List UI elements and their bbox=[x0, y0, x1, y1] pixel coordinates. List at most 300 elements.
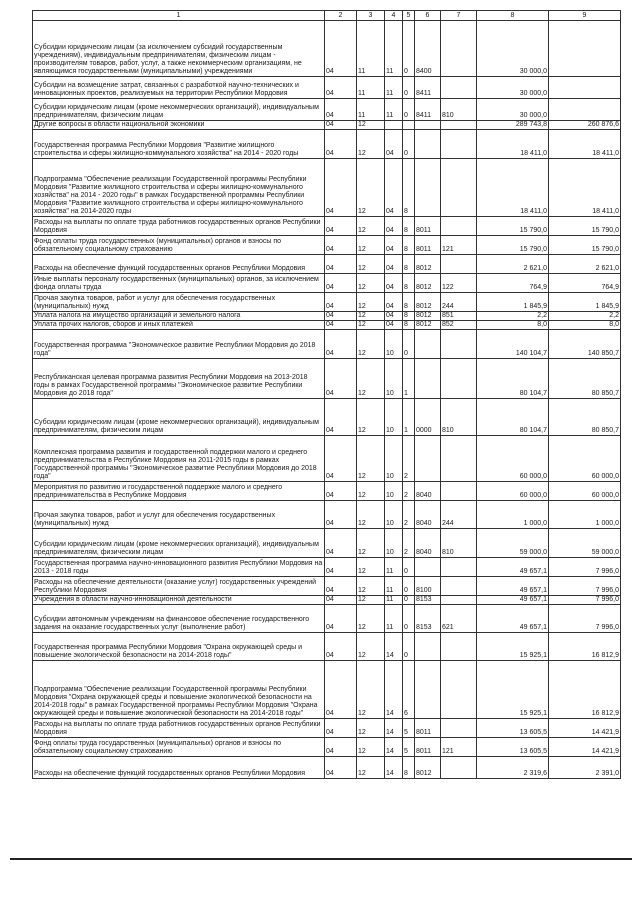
row-c6-cell: 8012 bbox=[415, 321, 441, 330]
row-c7-cell: 621 bbox=[441, 605, 477, 633]
row-c8-cell: 80 104,7 bbox=[477, 399, 549, 436]
row-c4-cell: 10 bbox=[385, 330, 403, 359]
row-c3-cell: 11 bbox=[357, 77, 385, 99]
row-c9-cell: 60 000,0 bbox=[549, 482, 621, 501]
row-c7-cell: 851 bbox=[441, 312, 477, 321]
row-name-cell: Расходы на обеспечение функций государственных органов Республики Мордовия bbox=[33, 757, 325, 779]
row-c8-cell: 289 743,8 bbox=[477, 121, 549, 130]
row-c3-cell: 12 bbox=[357, 312, 385, 321]
row-c3-cell: 12 bbox=[357, 130, 385, 159]
table-row bbox=[33, 255, 621, 274]
row-c2-cell: 04 bbox=[325, 99, 357, 121]
row-c2-cell: 04 bbox=[325, 757, 357, 779]
row-c7-cell bbox=[441, 482, 477, 501]
row-c9-cell: 16 812,9 bbox=[549, 633, 621, 661]
row-c6-cell: 8100 bbox=[415, 577, 441, 596]
row-c5-cell: 5 bbox=[403, 738, 415, 757]
row-c4-cell: 04 bbox=[385, 321, 403, 330]
row-c7-cell bbox=[441, 77, 477, 99]
col-header: 2 bbox=[325, 11, 357, 21]
page-bottom-rule bbox=[10, 858, 632, 860]
row-c7-cell bbox=[441, 719, 477, 738]
row-c9-cell: 2 391,0 bbox=[549, 757, 621, 779]
col-header: 7 bbox=[441, 11, 477, 21]
row-c6-cell: 8411 bbox=[415, 99, 441, 121]
row-c7-cell: 121 bbox=[441, 738, 477, 757]
row-c5-cell: 2 bbox=[403, 501, 415, 529]
row-c8-cell: 15 925,1 bbox=[477, 661, 549, 719]
row-c3-cell: 12 bbox=[357, 236, 385, 255]
row-c2-cell: 04 bbox=[325, 130, 357, 159]
table-row bbox=[33, 633, 621, 661]
row-c3-cell: 12 bbox=[357, 359, 385, 399]
row-name-cell: Прочая закупка товаров, работ и услуг для обеспечения государственных (муниципальных) нужд bbox=[33, 293, 325, 312]
row-c4-cell: 11 bbox=[385, 99, 403, 121]
row-c7-cell bbox=[441, 217, 477, 236]
row-c9-cell: 60 000,0 bbox=[549, 436, 621, 482]
row-c2-cell: 04 bbox=[325, 577, 357, 596]
row-c6-cell: 8011 bbox=[415, 719, 441, 738]
col-header: 8 bbox=[477, 11, 549, 21]
row-c6-cell: 8011 bbox=[415, 217, 441, 236]
row-c8-cell: 15 925,1 bbox=[477, 633, 549, 661]
row-c5-cell: 0 bbox=[403, 130, 415, 159]
row-c3-cell: 12 bbox=[357, 255, 385, 274]
table-row bbox=[33, 312, 621, 321]
row-c3-cell: 11 bbox=[357, 21, 385, 77]
row-c4-cell bbox=[385, 121, 403, 130]
row-c3-cell: 12 bbox=[357, 719, 385, 738]
row-c5-cell: 8 bbox=[403, 217, 415, 236]
row-c3-cell: 12 bbox=[357, 217, 385, 236]
row-c6-cell: 8012 bbox=[415, 757, 441, 779]
row-c6-cell: 8040 bbox=[415, 501, 441, 529]
row-c7-cell bbox=[441, 130, 477, 159]
row-name-cell: Мероприятия по развитию и государственной поддержке малого и среднего предпринимательства в Республике Мордовия bbox=[33, 482, 325, 501]
row-c9-cell: 80 850,7 bbox=[549, 399, 621, 436]
row-c4-cell: 04 bbox=[385, 159, 403, 217]
row-c7-cell: 244 bbox=[441, 293, 477, 312]
row-c8-cell: 13 605,5 bbox=[477, 719, 549, 738]
row-c6-cell bbox=[415, 330, 441, 359]
table-row bbox=[33, 436, 621, 482]
row-c5-cell bbox=[403, 121, 415, 130]
row-c6-cell: 8012 bbox=[415, 255, 441, 274]
row-c6-cell: 8012 bbox=[415, 274, 441, 293]
row-c4-cell: 04 bbox=[385, 293, 403, 312]
row-c6-cell bbox=[415, 121, 441, 130]
row-name-cell: Фонд оплаты труда государственных (муниципальных) органов и взносы по обязательному социальному страхованию bbox=[33, 738, 325, 757]
row-c5-cell: 0 bbox=[403, 605, 415, 633]
table-row bbox=[33, 77, 621, 99]
budget-sheet bbox=[32, 10, 620, 779]
row-c7-cell bbox=[441, 121, 477, 130]
row-c3-cell: 12 bbox=[357, 330, 385, 359]
row-c9-cell: 18 411,0 bbox=[549, 130, 621, 159]
row-c6-cell bbox=[415, 359, 441, 399]
row-name-cell: Государственная программа Республики Мордовия "Развитие жилищного строительства и сферы жилищно-коммунального хозяйства" на 2014 - 2020 годы bbox=[33, 130, 325, 159]
row-c5-cell: 0 bbox=[403, 596, 415, 605]
row-c4-cell: 11 bbox=[385, 577, 403, 596]
row-c5-cell: 0 bbox=[403, 577, 415, 596]
row-c9-cell: 7 996,0 bbox=[549, 558, 621, 577]
row-c7-cell bbox=[441, 661, 477, 719]
row-c7-cell: 244 bbox=[441, 501, 477, 529]
row-c4-cell: 04 bbox=[385, 312, 403, 321]
row-c3-cell: 12 bbox=[357, 293, 385, 312]
row-c9-cell bbox=[549, 21, 621, 77]
row-c6-cell bbox=[415, 558, 441, 577]
row-c4-cell: 04 bbox=[385, 274, 403, 293]
row-c7-cell bbox=[441, 255, 477, 274]
row-c2-cell: 04 bbox=[325, 21, 357, 77]
row-c2-cell: 04 bbox=[325, 501, 357, 529]
row-c3-cell: 12 bbox=[357, 757, 385, 779]
row-c9-cell bbox=[549, 77, 621, 99]
row-c8-cell: 2,2 bbox=[477, 312, 549, 321]
row-name-cell: Республиканская целевая программа развития Республики Мордовия на 2013-2018 годы в рамках Государственной программы "Экономическое развитие Республики Мордовия до 2018 года" bbox=[33, 359, 325, 399]
row-name-cell: Субсидии юридическим лицам (кроме некоммерческих организаций), индивидуальным предпринимателям, физическим лицам bbox=[33, 99, 325, 121]
row-c5-cell: 2 bbox=[403, 436, 415, 482]
row-c3-cell: 11 bbox=[357, 99, 385, 121]
row-c2-cell: 04 bbox=[325, 529, 357, 558]
row-c4-cell: 11 bbox=[385, 21, 403, 77]
row-c7-cell: 121 bbox=[441, 236, 477, 255]
row-c6-cell: 8012 bbox=[415, 293, 441, 312]
table-row bbox=[33, 719, 621, 738]
row-c2-cell: 04 bbox=[325, 661, 357, 719]
row-c7-cell bbox=[441, 359, 477, 399]
row-name-cell: Учреждения в области научно-инновационной деятельности bbox=[33, 596, 325, 605]
row-c7-cell bbox=[441, 596, 477, 605]
row-c2-cell: 04 bbox=[325, 255, 357, 274]
row-c4-cell: 11 bbox=[385, 77, 403, 99]
row-c5-cell: 8 bbox=[403, 274, 415, 293]
row-c3-cell: 12 bbox=[357, 577, 385, 596]
row-name-cell: Фонд оплаты труда государственных (муниципальных) органов и взносы по обязательному социальному страхованию bbox=[33, 236, 325, 255]
table-row bbox=[33, 399, 621, 436]
row-c5-cell: 8 bbox=[403, 236, 415, 255]
row-c2-cell: 04 bbox=[325, 321, 357, 330]
row-c2-cell: 04 bbox=[325, 217, 357, 236]
row-c2-cell: 04 bbox=[325, 159, 357, 217]
row-name-cell: Субсидии юридическим лицам (кроме некоммерческих организаций), индивидуальным предпринимателям, физическим лицам bbox=[33, 529, 325, 558]
row-name-cell: Государственная программа "Экономическое развитие Республики Мордовия до 2018 года" bbox=[33, 330, 325, 359]
table-row bbox=[33, 274, 621, 293]
row-c5-cell: 0 bbox=[403, 21, 415, 77]
row-c6-cell: 8411 bbox=[415, 77, 441, 99]
row-c7-cell: 810 bbox=[441, 99, 477, 121]
row-name-cell: Прочая закупка товаров, работ и услуг для обеспечения государственных (муниципальных) нужд bbox=[33, 501, 325, 529]
row-c5-cell: 0 bbox=[403, 99, 415, 121]
row-c4-cell: 11 bbox=[385, 596, 403, 605]
row-c7-cell bbox=[441, 159, 477, 217]
row-c2-cell: 04 bbox=[325, 293, 357, 312]
row-c7-cell: 852 bbox=[441, 321, 477, 330]
row-c5-cell: 2 bbox=[403, 529, 415, 558]
row-c9-cell: 7 996,0 bbox=[549, 596, 621, 605]
row-c4-cell: 10 bbox=[385, 529, 403, 558]
table-body bbox=[33, 21, 621, 779]
row-c2-cell: 04 bbox=[325, 121, 357, 130]
table-row bbox=[33, 293, 621, 312]
row-name-cell: Подпрограмма "Обеспечение реализации Государственной программы Республики Мордовия "Охрана окружающей среды и повышение экологической безопасности на 2014-2018 годы" в рамках Государственной программы Республики Мордовия "Охрана окружающей среды и повышение экологической безопасности на 2014-2018 годы" bbox=[33, 661, 325, 719]
table-row bbox=[33, 21, 621, 77]
row-c6-cell: 8040 bbox=[415, 482, 441, 501]
row-c4-cell: 04 bbox=[385, 130, 403, 159]
table-row bbox=[33, 99, 621, 121]
row-c9-cell: 140 850,7 bbox=[549, 330, 621, 359]
row-c6-cell bbox=[415, 159, 441, 217]
row-c5-cell: 8 bbox=[403, 757, 415, 779]
row-c2-cell: 04 bbox=[325, 482, 357, 501]
row-c8-cell: 30 000,0 bbox=[477, 21, 549, 77]
row-c9-cell: 8,0 bbox=[549, 321, 621, 330]
row-c6-cell bbox=[415, 633, 441, 661]
row-c9-cell: 1 000,0 bbox=[549, 501, 621, 529]
row-c5-cell: 8 bbox=[403, 321, 415, 330]
row-c4-cell: 10 bbox=[385, 436, 403, 482]
row-c9-cell: 7 996,0 bbox=[549, 605, 621, 633]
row-c4-cell: 10 bbox=[385, 482, 403, 501]
row-c8-cell: 18 411,0 bbox=[477, 130, 549, 159]
row-c9-cell: 2 621,0 bbox=[549, 255, 621, 274]
row-c3-cell: 12 bbox=[357, 596, 385, 605]
row-c4-cell: 10 bbox=[385, 399, 403, 436]
table-row bbox=[33, 321, 621, 330]
row-c9-cell: 1 845,9 bbox=[549, 293, 621, 312]
row-c4-cell: 04 bbox=[385, 217, 403, 236]
table-row bbox=[33, 236, 621, 255]
row-name-cell: Государственная программа научно-инновационного развития Республики Мордовия на 2013 - 2018 годы bbox=[33, 558, 325, 577]
row-c8-cell: 140 104,7 bbox=[477, 330, 549, 359]
row-c8-cell: 2 319,6 bbox=[477, 757, 549, 779]
row-c5-cell: 0 bbox=[403, 558, 415, 577]
table-row bbox=[33, 359, 621, 399]
row-c9-cell: 14 421,9 bbox=[549, 738, 621, 757]
row-name-cell: Субсидии юридическим лицам (кроме некоммерческих организаций), индивидуальным предпринимателям, физическим лицам bbox=[33, 399, 325, 436]
row-c6-cell bbox=[415, 436, 441, 482]
row-c7-cell bbox=[441, 330, 477, 359]
row-c7-cell bbox=[441, 21, 477, 77]
row-c6-cell: 8011 bbox=[415, 236, 441, 255]
table-row bbox=[33, 121, 621, 130]
row-c8-cell: 60 000,0 bbox=[477, 436, 549, 482]
row-c6-cell: 8040 bbox=[415, 529, 441, 558]
row-c9-cell: 15 790,0 bbox=[549, 236, 621, 255]
row-c4-cell: 11 bbox=[385, 605, 403, 633]
row-c8-cell: 80 104,7 bbox=[477, 359, 549, 399]
row-c7-cell: 810 bbox=[441, 529, 477, 558]
row-c6-cell: 8153 bbox=[415, 605, 441, 633]
row-c8-cell: 15 790,0 bbox=[477, 217, 549, 236]
row-c6-cell: 0000 bbox=[415, 399, 441, 436]
row-name-cell: Расходы на выплаты по оплате труда работников государственных органов Республики Мордовия bbox=[33, 217, 325, 236]
row-name-cell: Расходы на обеспечение функций государственных органов Республики Мордовия bbox=[33, 255, 325, 274]
row-c4-cell: 14 bbox=[385, 719, 403, 738]
row-c2-cell: 04 bbox=[325, 605, 357, 633]
col-header: 6 bbox=[415, 11, 441, 21]
row-c7-cell bbox=[441, 633, 477, 661]
row-c4-cell: 10 bbox=[385, 501, 403, 529]
row-c7-cell bbox=[441, 558, 477, 577]
row-c9-cell: 764,9 bbox=[549, 274, 621, 293]
table-row bbox=[33, 330, 621, 359]
row-c4-cell: 10 bbox=[385, 359, 403, 399]
row-c9-cell: 59 000,0 bbox=[549, 529, 621, 558]
table-row bbox=[33, 605, 621, 633]
row-name-cell: Подпрограмма "Обеспечение реализации Государственной программы Республики Мордовия "Развитие жилищного строительства и сферы жилищно-коммунального хозяйства" на 2014 - 2020 годы" в рамках Государственной программы Республики Мордовия "Развитие жилищного строительства и сферы жилищно-коммунального хозяйства" на 2014-2020 годы bbox=[33, 159, 325, 217]
row-c2-cell: 04 bbox=[325, 436, 357, 482]
row-c4-cell: 14 bbox=[385, 633, 403, 661]
row-name-cell: Расходы на обеспечение деятельности (оказание услуг) государственных учреждений Республики Мордовия bbox=[33, 577, 325, 596]
row-c2-cell: 04 bbox=[325, 596, 357, 605]
row-name-cell: Комплексная программа развития и государственной поддержки малого и среднего предпринимательства в Республике Мордовия на 2011-2015 годы в рамках Государственной программы "Экономическое развитие Республики Мордовия до 2018 года" bbox=[33, 436, 325, 482]
row-c2-cell: 04 bbox=[325, 719, 357, 738]
row-c3-cell: 12 bbox=[357, 558, 385, 577]
row-c8-cell: 49 657,1 bbox=[477, 605, 549, 633]
table-row bbox=[33, 529, 621, 558]
row-c3-cell: 12 bbox=[357, 321, 385, 330]
row-c4-cell: 14 bbox=[385, 757, 403, 779]
row-c3-cell: 12 bbox=[357, 274, 385, 293]
row-c3-cell: 12 bbox=[357, 436, 385, 482]
row-c3-cell: 12 bbox=[357, 121, 385, 130]
row-c2-cell: 04 bbox=[325, 558, 357, 577]
row-c5-cell: 0 bbox=[403, 330, 415, 359]
row-c6-cell bbox=[415, 661, 441, 719]
row-c5-cell: 8 bbox=[403, 293, 415, 312]
row-c8-cell: 15 790,0 bbox=[477, 236, 549, 255]
row-c6-cell: 8153 bbox=[415, 596, 441, 605]
table-row bbox=[33, 738, 621, 757]
row-c5-cell: 8 bbox=[403, 159, 415, 217]
col-header: 9 bbox=[549, 11, 621, 21]
row-name-cell: Государственная программа Республики Мордовия "Охрана окружающей среды и повышение экологической безопасности на 2014-2018 годы" bbox=[33, 633, 325, 661]
row-c2-cell: 04 bbox=[325, 633, 357, 661]
row-c7-cell bbox=[441, 577, 477, 596]
row-name-cell: Субсидии автономным учреждениям на финансовое обеспечение государственного задания на оказание государственных услуг (выполнение работ) bbox=[33, 605, 325, 633]
col-header: 3 bbox=[357, 11, 385, 21]
table-row bbox=[33, 130, 621, 159]
row-c6-cell: 8012 bbox=[415, 312, 441, 321]
row-c5-cell: 6 bbox=[403, 661, 415, 719]
row-c8-cell: 59 000,0 bbox=[477, 529, 549, 558]
row-c7-cell bbox=[441, 757, 477, 779]
row-c6-cell: 8011 bbox=[415, 738, 441, 757]
row-c4-cell: 04 bbox=[385, 236, 403, 255]
row-c3-cell: 12 bbox=[357, 159, 385, 217]
table-row bbox=[33, 159, 621, 217]
table-row bbox=[33, 558, 621, 577]
row-c8-cell: 764,9 bbox=[477, 274, 549, 293]
row-c5-cell: 8 bbox=[403, 255, 415, 274]
row-c2-cell: 04 bbox=[325, 359, 357, 399]
row-c4-cell: 04 bbox=[385, 255, 403, 274]
table-row bbox=[33, 661, 621, 719]
row-name-cell: Уплата прочих налогов, сборов и иных платежей bbox=[33, 321, 325, 330]
row-c9-cell: 18 411,0 bbox=[549, 159, 621, 217]
row-c9-cell: 15 790,0 bbox=[549, 217, 621, 236]
row-c9-cell: 7 996,0 bbox=[549, 577, 621, 596]
row-c4-cell: 14 bbox=[385, 738, 403, 757]
col-header: 4 bbox=[385, 11, 403, 21]
table-row bbox=[33, 577, 621, 596]
row-c3-cell: 12 bbox=[357, 501, 385, 529]
row-c8-cell: 49 657,1 bbox=[477, 558, 549, 577]
row-c7-cell bbox=[441, 436, 477, 482]
row-c2-cell: 04 bbox=[325, 77, 357, 99]
row-name-cell: Субсидии на возмещение затрат, связанных с разработкой научно-технических и инновационных проектов, реализуемых на территории Республики Мордовия bbox=[33, 77, 325, 99]
row-c2-cell: 04 bbox=[325, 274, 357, 293]
row-c9-cell: 80 850,7 bbox=[549, 359, 621, 399]
row-c8-cell: 2 621,0 bbox=[477, 255, 549, 274]
row-c8-cell: 8,0 bbox=[477, 321, 549, 330]
row-c6-cell: 8400 bbox=[415, 21, 441, 77]
table-row bbox=[33, 482, 621, 501]
row-c3-cell: 12 bbox=[357, 482, 385, 501]
row-c5-cell: 1 bbox=[403, 359, 415, 399]
row-c3-cell: 12 bbox=[357, 529, 385, 558]
col-header: 5 bbox=[403, 11, 415, 21]
row-c4-cell: 11 bbox=[385, 558, 403, 577]
row-c3-cell: 12 bbox=[357, 605, 385, 633]
row-c5-cell: 0 bbox=[403, 633, 415, 661]
row-name-cell: Иные выплаты персоналу государственных (муниципальных) органов, за исключением фонда оплаты труда bbox=[33, 274, 325, 293]
row-c2-cell: 04 bbox=[325, 312, 357, 321]
row-c9-cell bbox=[549, 99, 621, 121]
row-c5-cell: 8 bbox=[403, 312, 415, 321]
row-c2-cell: 04 bbox=[325, 236, 357, 255]
row-name-cell: Другие вопросы в области национальной экономики bbox=[33, 121, 325, 130]
row-c3-cell: 12 bbox=[357, 399, 385, 436]
table-row bbox=[33, 501, 621, 529]
col-header: 1 bbox=[33, 11, 325, 21]
row-c8-cell: 1 000,0 bbox=[477, 501, 549, 529]
row-c9-cell: 14 421,9 bbox=[549, 719, 621, 738]
row-c8-cell: 18 411,0 bbox=[477, 159, 549, 217]
row-c8-cell: 1 845,9 bbox=[477, 293, 549, 312]
row-c7-cell: 810 bbox=[441, 399, 477, 436]
row-c8-cell: 30 000,0 bbox=[477, 99, 549, 121]
row-c8-cell: 30 000,0 bbox=[477, 77, 549, 99]
row-name-cell: Расходы на выплаты по оплате труда работников государственных органов Республики Мордовия bbox=[33, 719, 325, 738]
row-c2-cell: 04 bbox=[325, 330, 357, 359]
row-c3-cell: 12 bbox=[357, 738, 385, 757]
row-c5-cell: 1 bbox=[403, 399, 415, 436]
row-name-cell: Уплата налога на имущество организаций и земельного налога bbox=[33, 312, 325, 321]
row-c6-cell bbox=[415, 130, 441, 159]
row-c9-cell: 260 876,6 bbox=[549, 121, 621, 130]
row-c8-cell: 49 657,1 bbox=[477, 577, 549, 596]
row-c5-cell: 2 bbox=[403, 482, 415, 501]
row-c9-cell: 16 812,9 bbox=[549, 661, 621, 719]
row-c9-cell: 2,2 bbox=[549, 312, 621, 321]
table-row bbox=[33, 217, 621, 236]
table-row bbox=[33, 757, 621, 779]
table-row bbox=[33, 596, 621, 605]
row-c4-cell: 14 bbox=[385, 661, 403, 719]
row-c8-cell: 60 000,0 bbox=[477, 482, 549, 501]
row-c3-cell: 12 bbox=[357, 661, 385, 719]
row-name-cell: Субсидии юридическим лицам (за исключением субсидий государственным учреждениям), индивидуальным предпринимателям, физическим лицам - производителям товаров, работ, услуг, а также некоммерческим организациям, не являющимся государственными (муниципальными) учреждениями bbox=[33, 21, 325, 77]
row-c2-cell: 04 bbox=[325, 399, 357, 436]
row-c2-cell: 04 bbox=[325, 738, 357, 757]
row-c8-cell: 13 605,5 bbox=[477, 738, 549, 757]
row-c5-cell: 5 bbox=[403, 719, 415, 738]
row-c3-cell: 12 bbox=[357, 633, 385, 661]
row-c8-cell: 49 657,1 bbox=[477, 596, 549, 605]
